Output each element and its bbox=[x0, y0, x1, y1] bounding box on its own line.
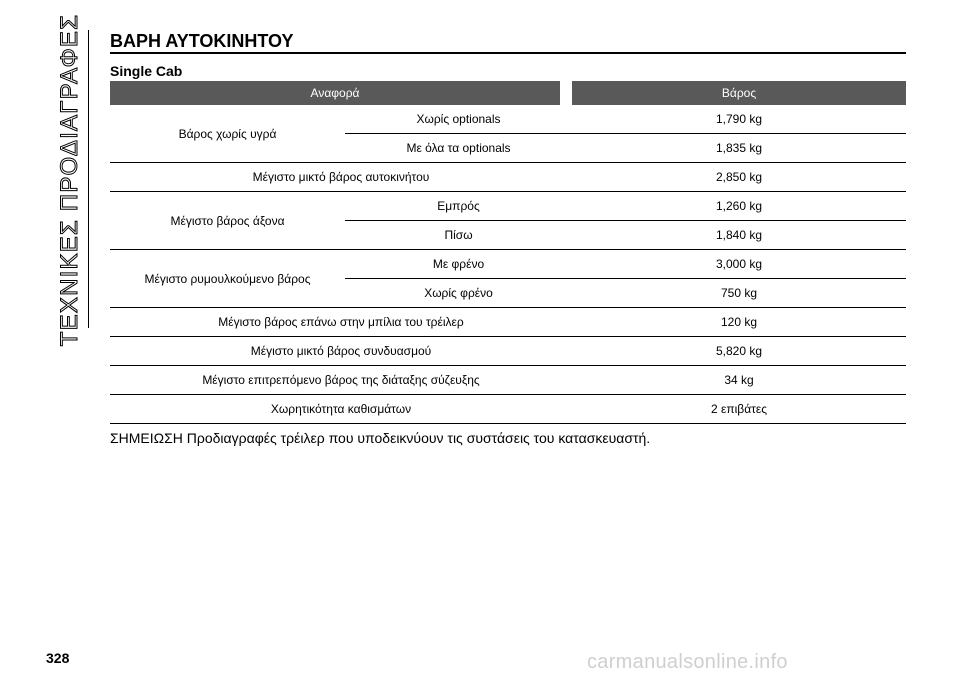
table-row bbox=[110, 163, 906, 192]
table-row bbox=[110, 337, 906, 366]
row-value: 1,835 kg bbox=[572, 134, 906, 163]
watermark: carmanualsonline.info bbox=[587, 651, 788, 673]
row-label: Μέγιστο βάρος άξονα bbox=[110, 192, 345, 250]
row-value: 2,850 kg bbox=[572, 163, 906, 192]
header-gap bbox=[560, 81, 572, 105]
row-label: Μέγιστο βάρος επάνω στην μπίλια του τρέιλερ bbox=[110, 308, 572, 337]
row-sublabel: Εμπρός bbox=[345, 192, 572, 221]
table-row bbox=[110, 250, 906, 279]
row-value: 5,820 kg bbox=[572, 337, 906, 366]
page-number: 328 bbox=[46, 650, 70, 666]
row-value: 1,840 kg bbox=[572, 221, 906, 250]
row-label: Μέγιστο μικτό βάρος αυτοκινήτου bbox=[110, 163, 572, 192]
row-label: Μέγιστο ρυμουλκούμενο βάρος bbox=[110, 250, 345, 308]
weights-table bbox=[110, 81, 906, 424]
row-value: 120 kg bbox=[572, 308, 906, 337]
row-sublabel: Πίσω bbox=[345, 221, 572, 250]
row-value: 34 kg bbox=[572, 366, 906, 395]
page-title: ΒΑΡΗ ΑΥΤΟΚΙΝΗΤΟΥ bbox=[110, 31, 294, 51]
header-reference: Αναφορά bbox=[110, 81, 560, 105]
row-value: 750 kg bbox=[572, 279, 906, 308]
footnote: ΣΗΜΕΙΩΣΗ Προδιαγραφές τρέιλερ που υποδεικνύουν τις συστάσεις του κατασκευαστή. bbox=[110, 430, 651, 446]
side-divider bbox=[88, 30, 89, 328]
table-header-row bbox=[110, 81, 906, 105]
table-row bbox=[110, 395, 906, 424]
row-sublabel: Με φρένο bbox=[345, 250, 572, 279]
row-sublabel: Με όλα τα optionals bbox=[345, 134, 572, 163]
header-weight: Βάρος bbox=[572, 81, 906, 105]
row-label: Μέγιστο επιτρεπόμενο βάρος της διάταξης σύζευξης bbox=[110, 366, 572, 395]
section-side-title bbox=[48, 13, 92, 347]
row-label: Βάρος χωρίς υγρά bbox=[110, 105, 345, 163]
row-sublabel: Χωρίς φρένο bbox=[345, 279, 572, 308]
page-subtitle: Single Cab bbox=[110, 63, 183, 79]
row-value: 1,260 kg bbox=[572, 192, 906, 221]
row-value: 1,790 kg bbox=[572, 105, 906, 134]
row-label: Χωρητικότητα καθισμάτων bbox=[110, 395, 572, 424]
table-row bbox=[110, 192, 906, 221]
row-sublabel: Χωρίς optionals bbox=[345, 105, 572, 134]
table-row bbox=[110, 105, 906, 134]
row-label: Μέγιστο μικτό βάρος συνδυασμού bbox=[110, 337, 572, 366]
row-value: 2 επιβάτες bbox=[572, 395, 906, 424]
section-side-title-text: ΤΕΧΝΙΚΕΣ ΠΡΟΔΙΑΓΡΑΦΕΣ bbox=[56, 13, 83, 347]
table-row bbox=[110, 366, 906, 395]
title-divider bbox=[110, 52, 906, 54]
row-value: 3,000 kg bbox=[572, 250, 906, 279]
table-row bbox=[110, 308, 906, 337]
